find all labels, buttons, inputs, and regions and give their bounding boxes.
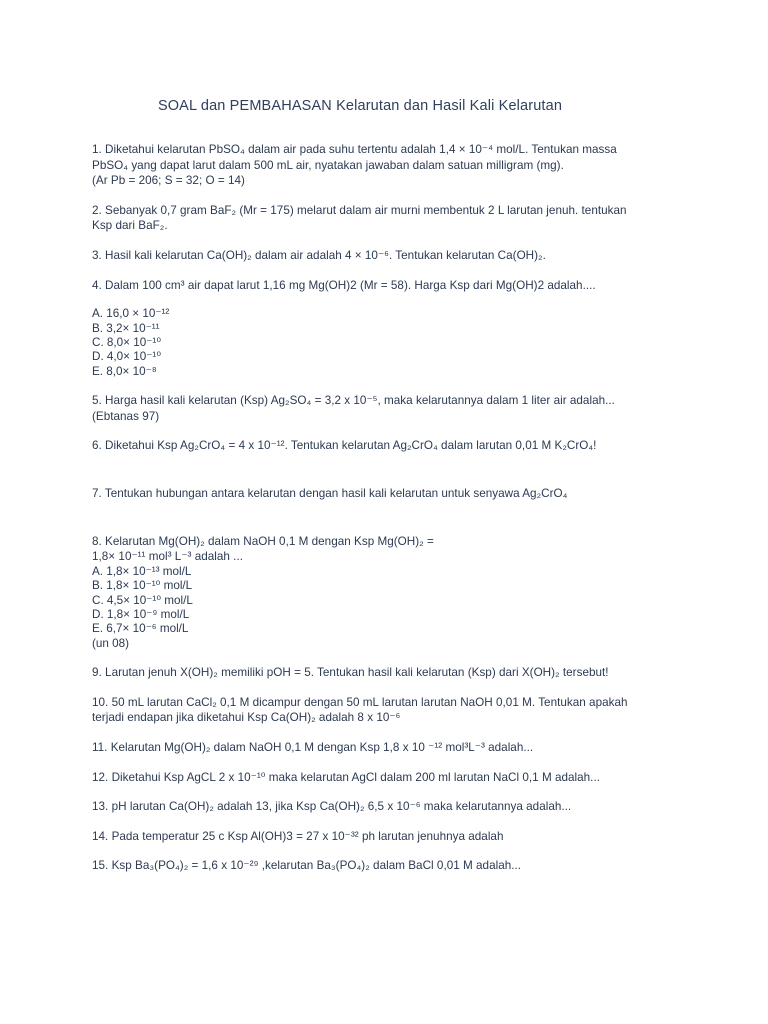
question-8-line-1: 8. Kelarutan Mg(OH)₂ dalam NaOH 0,1 M dengan Ksp Mg(OH)₂ =	[92, 534, 434, 548]
question-9	[92, 665, 628, 681]
question-15-line-1: 15. Ksp Ba₃(PO₄)₂ = 1,6 x 10⁻²⁹ ,kelarutan Ba₃(PO₄)₂ dalam BaCl 0,01 M adalah...	[92, 859, 522, 873]
question-3-line-1: 3. Hasil kali kelarutan Ca(OH)₂ dalam air adalah 4 × 10⁻⁶. Tentukan kelarutan Ca(OH)₂.	[92, 248, 546, 262]
question-9-line-1: 9. Larutan jenuh X(OH)₂ memiliki pOH = 5. Tentukan hasil kali kelarutan (Ksp) dari X(OH)₂ tersebut!	[92, 666, 609, 680]
question-14	[92, 829, 628, 845]
choice-c: C. 8,0× 10⁻¹⁰	[92, 335, 162, 349]
question-11-line-1: 11. Kelarutan Mg(OH)₂ dalam NaOH 0,1 M dengan Ksp 1,8 x 10 ⁻¹² mol³L⁻³ adalah...	[92, 740, 534, 754]
choice-d: D. 4,0× 10⁻¹⁰	[92, 350, 162, 364]
question-5	[92, 393, 628, 424]
choice-d: D. 1,8× 10⁻⁹ mol/L	[92, 607, 190, 621]
spacer-before-question-7	[92, 468, 628, 486]
question-4-choices	[92, 307, 628, 379]
question-8-source: (un 08)	[92, 636, 130, 650]
question-4	[92, 278, 628, 294]
question-13	[92, 799, 628, 815]
question-6	[92, 438, 628, 454]
question-1-line-1: 1. Diketahui kelarutan PbSO₄ dalam air pada suhu tertentu adalah 1,4 × 10⁻⁴ mol/L. Tentukan massa PbSO₄ yang dapat larut dalam 500 mL air, nyatakan jawaban dalam satuan milligram (mg).	[92, 143, 617, 172]
question-2	[92, 203, 628, 234]
choice-a: A. 1,8× 10⁻¹³ mol/L	[92, 564, 192, 578]
choice-b: B. 3,2× 10⁻¹¹	[92, 321, 160, 335]
question-5-line-1: 5. Harga hasil kali kelarutan (Ksp) Ag₂SO₄ = 3,2 x 10⁻⁵, maka kelarutannya dalam 1 liter air adalah...	[92, 394, 615, 408]
question-8-choices	[92, 565, 628, 651]
question-8	[92, 534, 628, 565]
question-6-line-1: 6. Diketahui Ksp Ag₂CrO₄ = 4 x 10⁻¹². Tentukan kelarutan Ag₂CrO₄ dalam larutan 0,01 M K₂CrO₄!	[92, 439, 597, 453]
question-12	[92, 770, 628, 786]
choice-c: C. 4,5× 10⁻¹⁰ mol/L	[92, 593, 193, 607]
question-1-line-2: (Ar Pb = 206; S = 32; O = 14)	[92, 174, 245, 188]
question-1	[92, 142, 628, 189]
page-title: SOAL dan PEMBAHASAN Kelarutan dan Hasil Kali Kelarutan	[157, 98, 563, 114]
question-2-line-1: 2. Sebanyak 0,7 gram BaF₂ (Mr = 175) melarut dalam air murni membentuk 2 L larutan jenuh. tentukan Ksp dari BaF₂.	[92, 203, 627, 233]
question-4-line-1: 4. Dalam 100 cm³ air dapat larut 1,16 mg Mg(OH)2 (Mr = 58). Harga Ksp dari Mg(OH)2 adalah....	[92, 278, 596, 292]
question-12-line-1: 12. Diketahui Ksp AgCL 2 x 10⁻¹⁰ maka kelarutan AgCl dalam 200 ml larutan NaCl 0,1 M adalah...	[92, 770, 600, 784]
question-10-line-1: 10. 50 mL larutan CaCl₂ 0,1 M dicampur dengan 50 mL larutan larutan NaOH 0,01 M. Tentukan apakah terjadi endapan jika diketahui Ksp Ca(OH)₂ adalah 8 x 10⁻⁶	[92, 695, 628, 725]
choice-a: A. 16,0 × 10⁻¹²	[92, 307, 170, 321]
question-10	[92, 695, 628, 726]
choice-e: E. 6,7× 10⁻⁶ mol/L	[92, 622, 189, 636]
spacer-before-question-8	[92, 516, 628, 534]
question-7	[92, 486, 628, 502]
question-15	[92, 858, 628, 874]
question-8-line-2: 1,8× 10⁻¹¹ mol³ L⁻³ adalah ...	[92, 550, 243, 564]
document-body	[92, 96, 628, 888]
choice-b: B. 1,8× 10⁻¹⁰ mol/L	[92, 579, 193, 593]
question-13-line-1: 13. pH larutan Ca(OH)₂ adalah 13, jika Ksp Ca(OH)₂ 6,5 x 10⁻⁶ maka kelarutannya adalah...	[92, 800, 572, 814]
question-5-source: (Ebtanas 97)	[92, 409, 160, 423]
question-7-line-1: 7. Tentukan hubungan antara kelarutan dengan hasil kali kelarutan untuk senyawa Ag₂CrO₄	[92, 486, 568, 500]
choice-e: E. 8,0× 10⁻⁸	[92, 364, 157, 378]
question-3	[92, 248, 628, 264]
question-11	[92, 740, 628, 756]
question-14-line-1: 14. Pada temperatur 25 c Ksp Al(OH)3 = 27 x 10⁻³² ph larutan jenuhnya adalah	[92, 829, 504, 843]
